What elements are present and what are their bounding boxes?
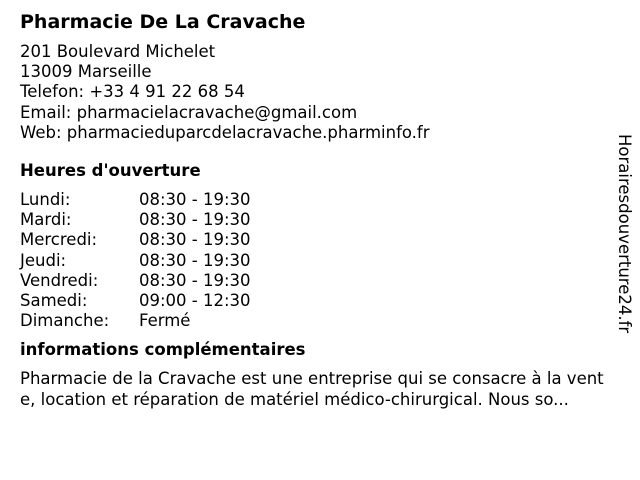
- opening-hours-heading: Heures d'ouverture: [20, 161, 201, 181]
- day-label: Jeudi:: [20, 250, 67, 270]
- phone-line: [20, 82, 610, 102]
- web-line: [20, 123, 610, 143]
- city-address: 13009 Marseille: [20, 62, 152, 82]
- hours-row-tuesday: [20, 210, 610, 230]
- day-label: Dimanche:: [20, 311, 110, 331]
- hours-row-friday: [20, 271, 610, 291]
- phone-link[interactable]: +33 4 91 22 68 54: [89, 82, 245, 102]
- time-value: 08:30 - 19:30: [139, 250, 251, 270]
- time-value: 08:30 - 19:30: [139, 230, 251, 250]
- additional-info-text: Pharmacie de la Cravache est une entreprise qui se consacre à la vente, location et réparation de matériel médico-chirurgical. Nous so...: [20, 369, 604, 410]
- email-link[interactable]: pharmacielacravache@gmail.com: [76, 102, 358, 122]
- email-line: [20, 103, 610, 123]
- site-watermark: [614, 134, 634, 333]
- time-value: 08:30 - 19:30: [139, 270, 251, 290]
- time-value: 09:00 - 12:30: [139, 291, 251, 311]
- web-label: Web:: [20, 122, 62, 142]
- opening-hours-table: [20, 190, 610, 331]
- time-value: 08:30 - 19:30: [139, 210, 251, 230]
- day-label: Mardi:: [20, 210, 72, 230]
- time-value: Fermé: [139, 311, 191, 331]
- pharmacy-card: [20, 10, 610, 410]
- email-label: Email:: [20, 102, 72, 122]
- pharmacy-name: Pharmacie De La Cravache: [20, 11, 306, 33]
- site-link[interactable]: Horairesdouverture24.fr: [615, 134, 634, 334]
- hours-row-wednesday: [20, 230, 610, 250]
- web-link[interactable]: pharmacieduparcdelacravache.pharminfo.fr: [66, 122, 430, 142]
- day-label: Mercredi:: [20, 230, 98, 250]
- hours-row-saturday: [20, 291, 610, 311]
- street-address: 201 Boulevard Michelet: [20, 42, 216, 61]
- day-label: Samedi:: [20, 291, 88, 311]
- hours-row-monday: [20, 190, 610, 210]
- time-value: 08:30 - 19:30: [139, 190, 251, 210]
- day-label: Lundi:: [20, 190, 71, 210]
- phone-label: Telefon:: [20, 82, 85, 102]
- hours-row-thursday: [20, 251, 610, 271]
- day-label: Vendredi:: [20, 270, 99, 290]
- additional-info-heading: informations complémentaires: [20, 340, 306, 360]
- hours-row-sunday: [20, 311, 610, 331]
- contact-block: [20, 42, 610, 143]
